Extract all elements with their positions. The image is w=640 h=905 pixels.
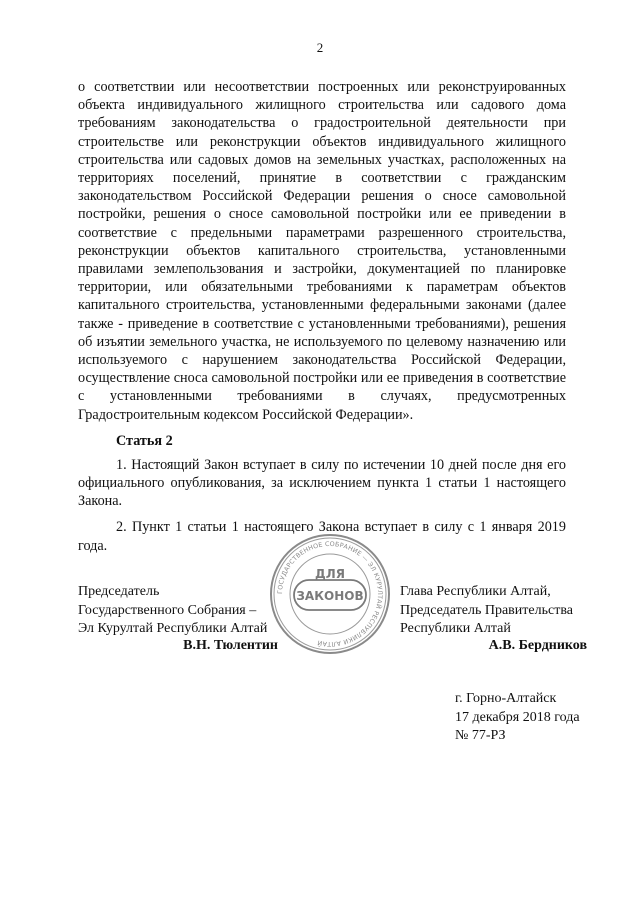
signatory-right-line-1: Глава Республики Алтай, [400, 584, 551, 599]
clause-2: 2. Пункт 1 статьи 1 настоящего Закона вступает в силу с 1 января 2019 года. [78, 519, 566, 554]
signatory-left-line-3: Эл Курултай Республики Алтай [78, 621, 268, 636]
document-body [78, 78, 566, 555]
stamp-line-1: ДЛЯ [315, 567, 345, 581]
signatory-right-title [400, 583, 588, 639]
signatory-left-name: В.Н. Тюлентин [183, 638, 278, 653]
continuation-paragraph: о соответствии или несоответствии построенных или реконструированных объекта индивидуального жилищного строительства или садового дома требованиям законодательства о градостроительной деятельности при строительстве или реконструкции объектов индивидуального жилищного строительства или садовых домов на земельных участках, расположенных на территориях поселений, принятие в соответствии с гражданским законодательством Российской Федерации решения о сносе самовольной постройки, решения о сносе самовольной постройки или ее приведении в соответствие с предельными параметрами разрешенного строительства, реконструкции объектов капитального строительства, установленными правилами землепользования и застройки, документацией по планировке территории, или обязательными требованиями к параметрам объектов капитального строительства, установленными федеральными законами (далее также - приведение в соответствие с установленными требованиями), решения об изъятии земельного участка, не используемого по целевому назначению или используемого с нарушением законодательства Российской Федерации, осуществление сноса самовольной постройки или ее приведения в соответствие с установленными требованиями в случаях, предусмотренных Градостроительным кодексом Российской Федерации». [78, 79, 566, 423]
article-title: Статья 2 [116, 432, 173, 449]
signatory-left-line-2: Государственного Собрания – [78, 602, 257, 618]
page-number: 2 [316, 40, 324, 55]
signatory-left-title [78, 583, 278, 639]
stamp-ring-text: ГОСУДАРСТВЕННОЕ СОБРАНИЕ — ЭЛ КУРУЛТАЙ РЕСПУБЛИКИ АЛТАЙ [276, 540, 384, 648]
law-number: № 77-РЗ [455, 728, 506, 743]
stamp-line-2: ЗАКОНОВ [296, 589, 364, 603]
signatory-right-line-3: Республики Алтай [400, 621, 511, 636]
clause-1: 1. Настоящий Закон вступает в силу по истечении 10 дней после дня его официального опубликования, за исключением пункта 1 статьи 1 настоящего Закона. [78, 456, 566, 510]
official-stamp [268, 532, 392, 656]
signatory-left-line-1: Председатель [78, 584, 160, 599]
signatory-right-line-2: Председатель Правительства [400, 602, 573, 618]
city: г. Горно-Алтайск [455, 691, 557, 706]
date: 17 декабря 2018 года [455, 709, 580, 725]
place-date-block [455, 690, 580, 746]
signatory-right-name: А.В. Бердников [488, 638, 587, 653]
